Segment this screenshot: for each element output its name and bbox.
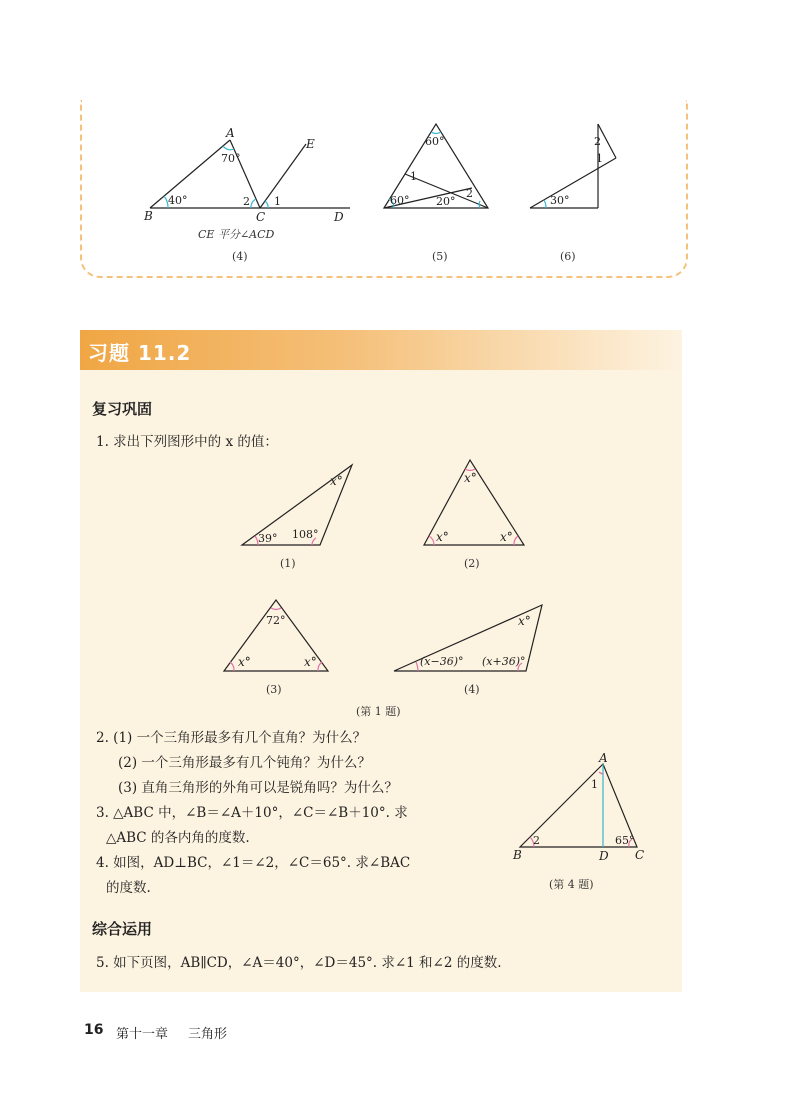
q4-label-B: B [513,848,522,862]
fig6-caption: (6) [560,250,576,263]
page-number: 16 [84,1022,104,1038]
q1f2-angle-right: x° [500,530,513,544]
figure-6 [530,124,616,263]
fig5-top-angle: 60° [425,135,445,148]
q4-angle-2: 2 [533,834,540,847]
q4-label-A: A [599,751,608,765]
question-4-line-2: 的度数. [106,880,151,896]
question-5: 5. 如下页图，AB∥CD，∠A＝40°，∠D＝45°. 求∠1 和∠2 的度数. [96,955,502,971]
label-C: C [256,210,266,224]
q1f3-angle-left: x° [238,655,251,669]
question-4-figure [505,750,655,900]
angle-b-label: 40° [168,194,188,207]
question-3-line-2: △ABC 的各内角的度数. [106,830,250,846]
chapter-label: 第十一章 [116,1027,169,1042]
q1f1-angle-a: 39° [258,532,278,545]
section-apply-heading: 综合运用 [92,920,153,938]
q1-figure-3 [224,600,328,696]
top-figures [80,100,700,280]
question-1: 1. 求出下列图形中的 x 的值： [96,434,278,450]
fig5-angle-2: 2 [466,187,473,200]
q1f2-angle-left: x° [436,530,449,544]
fig5-mid-angle: 20° [436,195,456,208]
q1f4-caption: (4) [464,683,480,696]
q1f3-caption: (3) [266,683,282,696]
angle-1-label: 1 [274,195,281,208]
q1f1-angle-b: 108° [292,528,319,541]
chapter-title: 三角形 [188,1027,228,1042]
label-A: A [226,126,235,140]
question-1-figures [220,455,560,720]
q1f1-angle-x: x° [330,474,343,488]
q1f3-angle-right: x° [304,655,317,669]
exercise-title: 习题 11.2 [88,341,192,365]
q4-caption: (第 4 题) [549,878,594,891]
q1-figure-2 [424,460,524,570]
angle-a-label: 70° [221,152,241,165]
label-E: E [306,137,315,151]
label-D: D [334,210,344,224]
fig5-left-angle: 60° [390,194,410,207]
q4-angle-65: 65° [615,834,635,847]
fig4-note: CE 平分∠ACD [198,228,275,241]
fig5-caption: (5) [432,250,448,263]
figure-5 [384,124,488,263]
q4-label-C: C [635,848,645,862]
fig5-angle-1: 1 [410,170,417,183]
question-4-line-1: 4. 如图，AD⊥BC，∠1＝∠2，∠C＝65°. 求∠BAC [96,855,411,871]
q1f2-angle-top: x° [464,471,477,485]
section-review-heading: 复习巩固 [92,400,153,418]
q4-angle-1: 1 [591,778,598,791]
fig6-angle-1: 1 [596,152,603,165]
angle-2-label: 2 [243,195,250,208]
q1f1-caption: (1) [280,557,296,570]
q1f3-angle-top: 72° [266,614,286,627]
label-B: B [144,209,153,223]
q1-figure-1 [242,465,352,570]
q1f4-angle-left: (x−36)° [420,655,464,668]
q1-figures-caption: (第 1 题) [356,705,401,718]
question-2-part-1: 2. (1) 一个三角形最多有几个直角？为什么？ [96,730,367,746]
figure-4 [143,126,350,263]
q1f4-angle-mid: (x+36)° [482,655,526,668]
fig4-caption: (4) [232,250,248,263]
question-2-part-3: (3) 直角三角形的外角可以是锐角吗？为什么？ [118,780,398,796]
q1f2-caption: (2) [464,557,480,570]
fig6-angle-2: 2 [594,135,601,148]
question-3-line-1: 3. △ABC 中，∠B＝∠A＋10°，∠C＝∠B＋10°. 求 [96,805,408,821]
q4-label-D: D [599,849,609,863]
fig6-angle: 30° [550,194,570,207]
question-2-part-2: (2) 一个三角形最多有几个钝角？为什么？ [118,755,371,771]
q1-figure-4 [394,605,542,696]
q1f4-angle-x: x° [518,614,531,628]
